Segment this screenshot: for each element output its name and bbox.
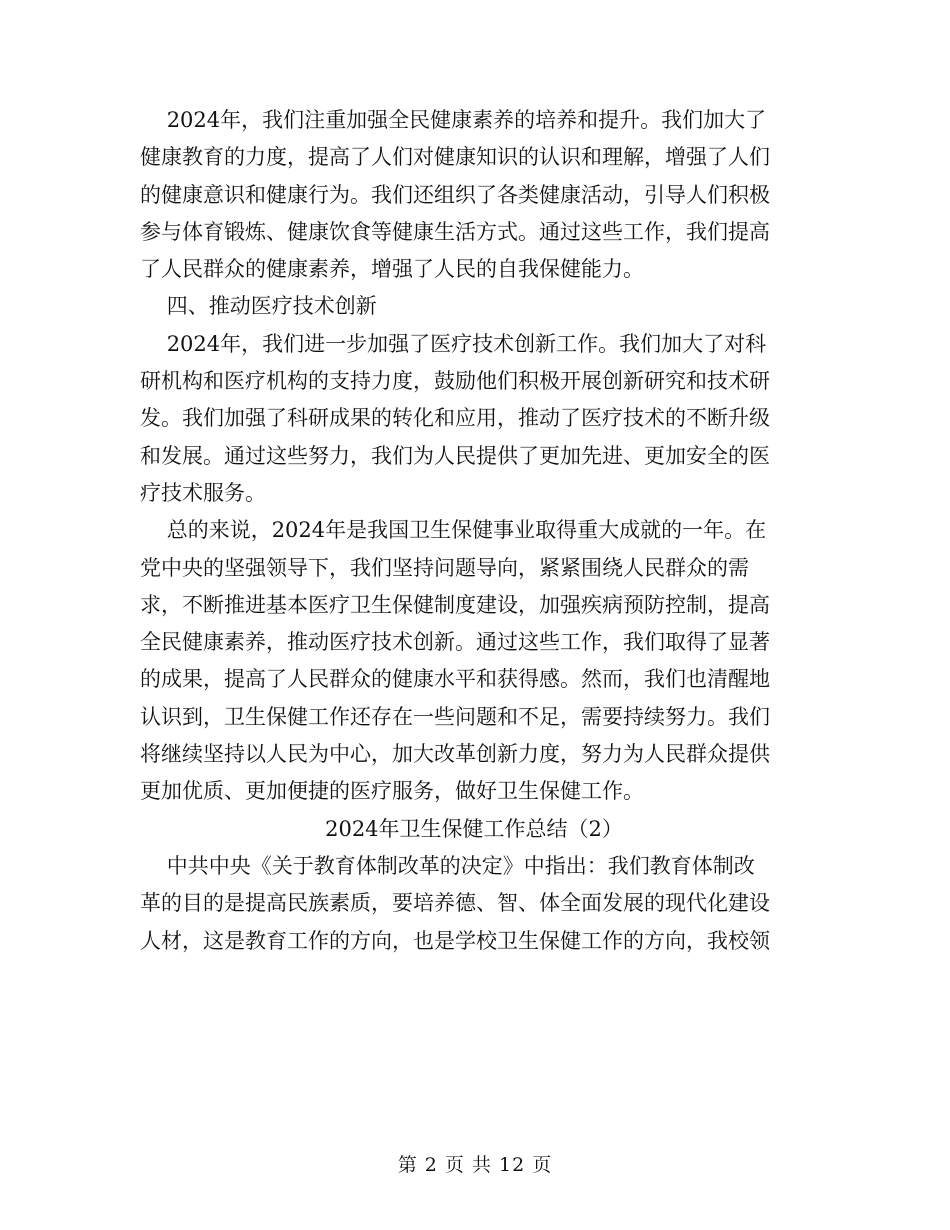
body-line: 参与体育锻炼、健康饮食等健康生活方式。通过这些工作，我们提高 (140, 219, 770, 244)
body-line: 将继续坚持以人民为中心，加大改革创新力度，努力为人民群众提供 (140, 742, 770, 767)
body-line: 的成果，提高了人民群众的健康水平和获得感。然而，我们也清醒地 (140, 667, 770, 692)
body-line: 2024年，我们进一步加强了医疗技术创新工作。我们加大了对科 (140, 331, 767, 356)
body-line: 的健康意识和健康行为。我们还组织了各类健康活动，引导人们积极 (140, 182, 770, 207)
document-body (140, 102, 808, 960)
body-line: 健康教育的力度，提高了人们对健康知识的认识和理解，增强了人们 (140, 145, 770, 170)
body-line: 总的来说，2024年是我国卫生保健事业取得重大成就的一年。在 (140, 518, 767, 543)
body-line: 发。我们加强了科研成果的转化和应用，推动了医疗技术的不断升级 (140, 406, 770, 431)
section-title: 2024年卫生保健工作总结（2） (325, 816, 623, 841)
body-line: 全民健康素养，推动医疗技术创新。通过这些工作，我们取得了显著 (140, 630, 770, 655)
body-line: 2024年，我们注重加强全民健康素养的培养和提升。我们加大了 (140, 108, 767, 132)
body-line: 革的目的是提高民族素质，要培养德、智、体全面发展的现代化建设 (140, 891, 770, 916)
body-line: 研机构和医疗机构的支持力度，鼓励他们积极开展创新研究和技术研 (140, 369, 770, 394)
body-line: 了人民群众的健康素养，增强了人民的自我保健能力。 (140, 257, 644, 282)
body-line: 更加优质、更加便捷的医疗服务，做好卫生保健工作。 (140, 779, 644, 804)
body-line: 中共中央《关于教育体制改革的决定》中指出：我们教育体制改 (140, 853, 755, 878)
body-line: 认识到，卫生保健工作还存在一些问题和不足，需要持续努力。我们 (140, 704, 770, 729)
body-line: 求，不断推进基本医疗卫生保健制度建设，加强疾病预防控制，提高 (140, 592, 770, 617)
body-line: 疗技术服务。 (140, 480, 266, 505)
section-heading: 四、推动医疗技术创新 (140, 294, 377, 319)
body-line: 和发展。通过这些努力，我们为人民提供了更加先进、更加安全的医 (140, 443, 770, 468)
body-line: 人材，这是教育工作的方向，也是学校卫生保健工作的方向，我校领 (140, 928, 770, 953)
body-line: 党中央的坚强领导下，我们坚持问题导向，紧紧围绕人民群众的需 (140, 555, 749, 580)
page-footer: 第 2 页 共 12 页 (397, 1154, 553, 1176)
